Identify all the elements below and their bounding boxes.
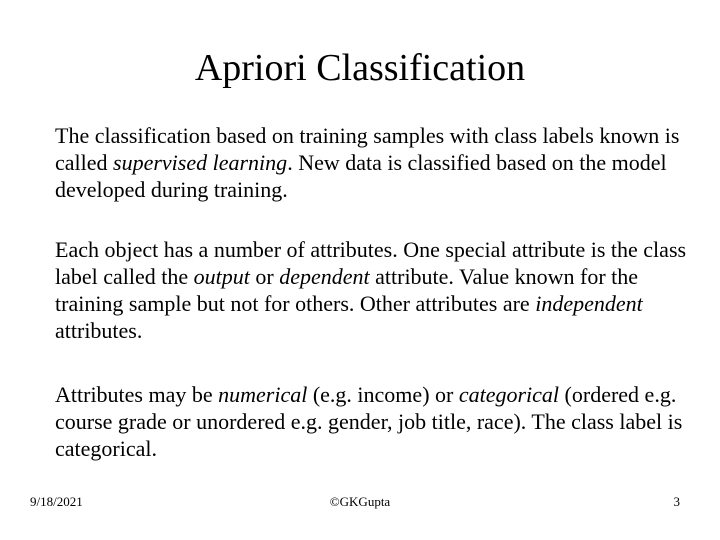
- paragraph-text: . New data is classified based on the model developed during training.: [55, 150, 667, 202]
- paragraph-attribute-types: [55, 381, 695, 462]
- paragraph-text: (e.g. income) or: [307, 382, 459, 407]
- paragraph-text: Attributes may be: [55, 382, 219, 407]
- paragraph-text: or: [249, 264, 280, 289]
- footer-author: ©GKGupta: [329, 494, 391, 509]
- paragraph-text: (ordered e.g. course grade or unordered e.g. gender, job title, race). The class label is categorical.: [55, 382, 683, 461]
- paragraph-supervised-learning: [55, 122, 695, 203]
- emphasis-numerical: numerical: [218, 382, 308, 407]
- emphasis-independent: independent: [535, 291, 643, 316]
- paragraph-text: Each object has a number of attributes. One special attribute is the class label called the: [55, 237, 687, 289]
- emphasis-output: output: [193, 264, 250, 289]
- emphasis-supervised-learning: supervised learning: [113, 150, 288, 175]
- emphasis-categorical: categorical: [458, 382, 560, 407]
- paragraph-text: attributes.: [55, 318, 143, 343]
- paragraph-text: The classification based on training samples with class labels known is called: [55, 123, 680, 175]
- emphasis-dependent: dependent: [279, 264, 370, 289]
- footer-page-number: 3: [673, 494, 680, 509]
- footer-date: 9/18/2021: [30, 494, 83, 509]
- paragraph-text: attribute. Value known for the training sample but not for others. Other attributes are: [55, 264, 639, 316]
- paragraph-attributes: [55, 236, 695, 344]
- slide-title: Apriori Classification: [194, 47, 526, 89]
